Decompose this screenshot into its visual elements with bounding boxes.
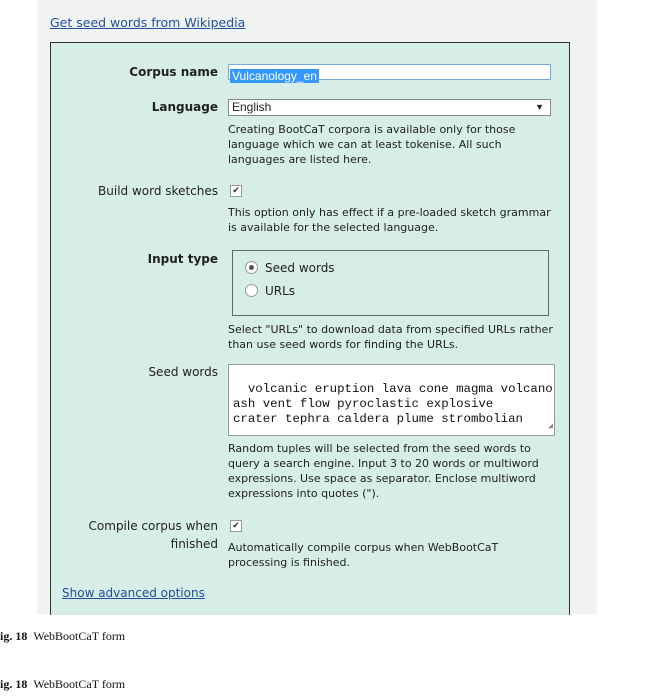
figure-number: ig. 18: [0, 677, 28, 691]
help-line: query a search engine. Input 3 to 20 words or multiword: [228, 457, 539, 470]
seed-words-value: volcanic eruption lava cone magma volcano ash vent flow pyroclastic explosive crater tephra caldera plume strombolian: [233, 382, 553, 426]
input-type-label: Input type: [147, 252, 218, 266]
seed-words-help: [228, 441, 539, 501]
caption-text: WebBootCaT form: [33, 629, 126, 643]
compile-label-line2: finished: [170, 537, 218, 551]
input-type-group: [232, 250, 549, 316]
radio-selected-dot: [249, 265, 254, 270]
figure-number: ig. 18: [0, 629, 28, 643]
seed-words-label: Seed words: [148, 365, 218, 379]
figure-caption: [0, 629, 125, 644]
radio-urls[interactable]: [245, 284, 258, 297]
compile-label: Compile corpus when: [88, 519, 218, 533]
compile-checkbox[interactable]: [230, 520, 242, 532]
checkmark-icon: ✔: [232, 186, 240, 196]
dropdown-arrow-icon: ▼: [535, 102, 544, 112]
help-line: Automatically compile corpus when WebBootCaT: [228, 541, 499, 554]
help-line: Random tuples will be selected from the seed words to: [228, 442, 531, 455]
help-line: language which we can at least tokenise. All such: [228, 138, 502, 151]
figure-caption: [0, 677, 125, 692]
help-line: This option only has effect if a pre-loaded sketch grammar: [228, 206, 551, 219]
input-type-help: [228, 322, 553, 352]
language-select[interactable]: [228, 99, 551, 116]
radio-seed-words[interactable]: [245, 261, 258, 274]
wikipedia-seed-link[interactable]: Get seed words from Wikipedia: [50, 15, 246, 30]
help-line: Creating BootCaT corpora is available only for those: [228, 123, 516, 136]
help-line: is available for the selected language.: [228, 221, 439, 234]
help-line: expressions into quotes (").: [228, 487, 380, 500]
seed-words-textarea[interactable]: [228, 364, 555, 436]
word-sketches-help: [228, 205, 551, 235]
help-line: expressions. Use space as separator. Enclose multiword: [228, 472, 536, 485]
show-advanced-options-link[interactable]: Show advanced options: [62, 586, 205, 600]
resize-handle-icon[interactable]: ◢: [548, 422, 553, 431]
corpus-name-value: Vulcanology_en: [232, 69, 317, 83]
language-label: Language: [151, 100, 218, 114]
word-sketches-checkbox[interactable]: [230, 185, 242, 197]
checkmark-icon: ✔: [232, 521, 240, 531]
help-line: languages are listed here.: [228, 153, 372, 166]
radio-urls-label: URLs: [265, 284, 296, 298]
corpus-name-input[interactable]: [228, 64, 551, 83]
radio-seed-words-label: Seed words: [265, 261, 335, 275]
help-line: Select "URLs" to download data from specified URLs rather: [228, 323, 553, 336]
help-line: processing is finished.: [228, 556, 350, 569]
compile-help: [228, 540, 498, 570]
help-line: than use seed words for finding the URLs.: [228, 338, 459, 351]
caption-text: WebBootCaT form: [33, 677, 126, 691]
language-selected-value: English: [232, 100, 272, 114]
language-help: [228, 122, 515, 167]
word-sketches-label: Build word sketches: [98, 184, 218, 198]
corpus-name-label: Corpus name: [129, 65, 218, 79]
